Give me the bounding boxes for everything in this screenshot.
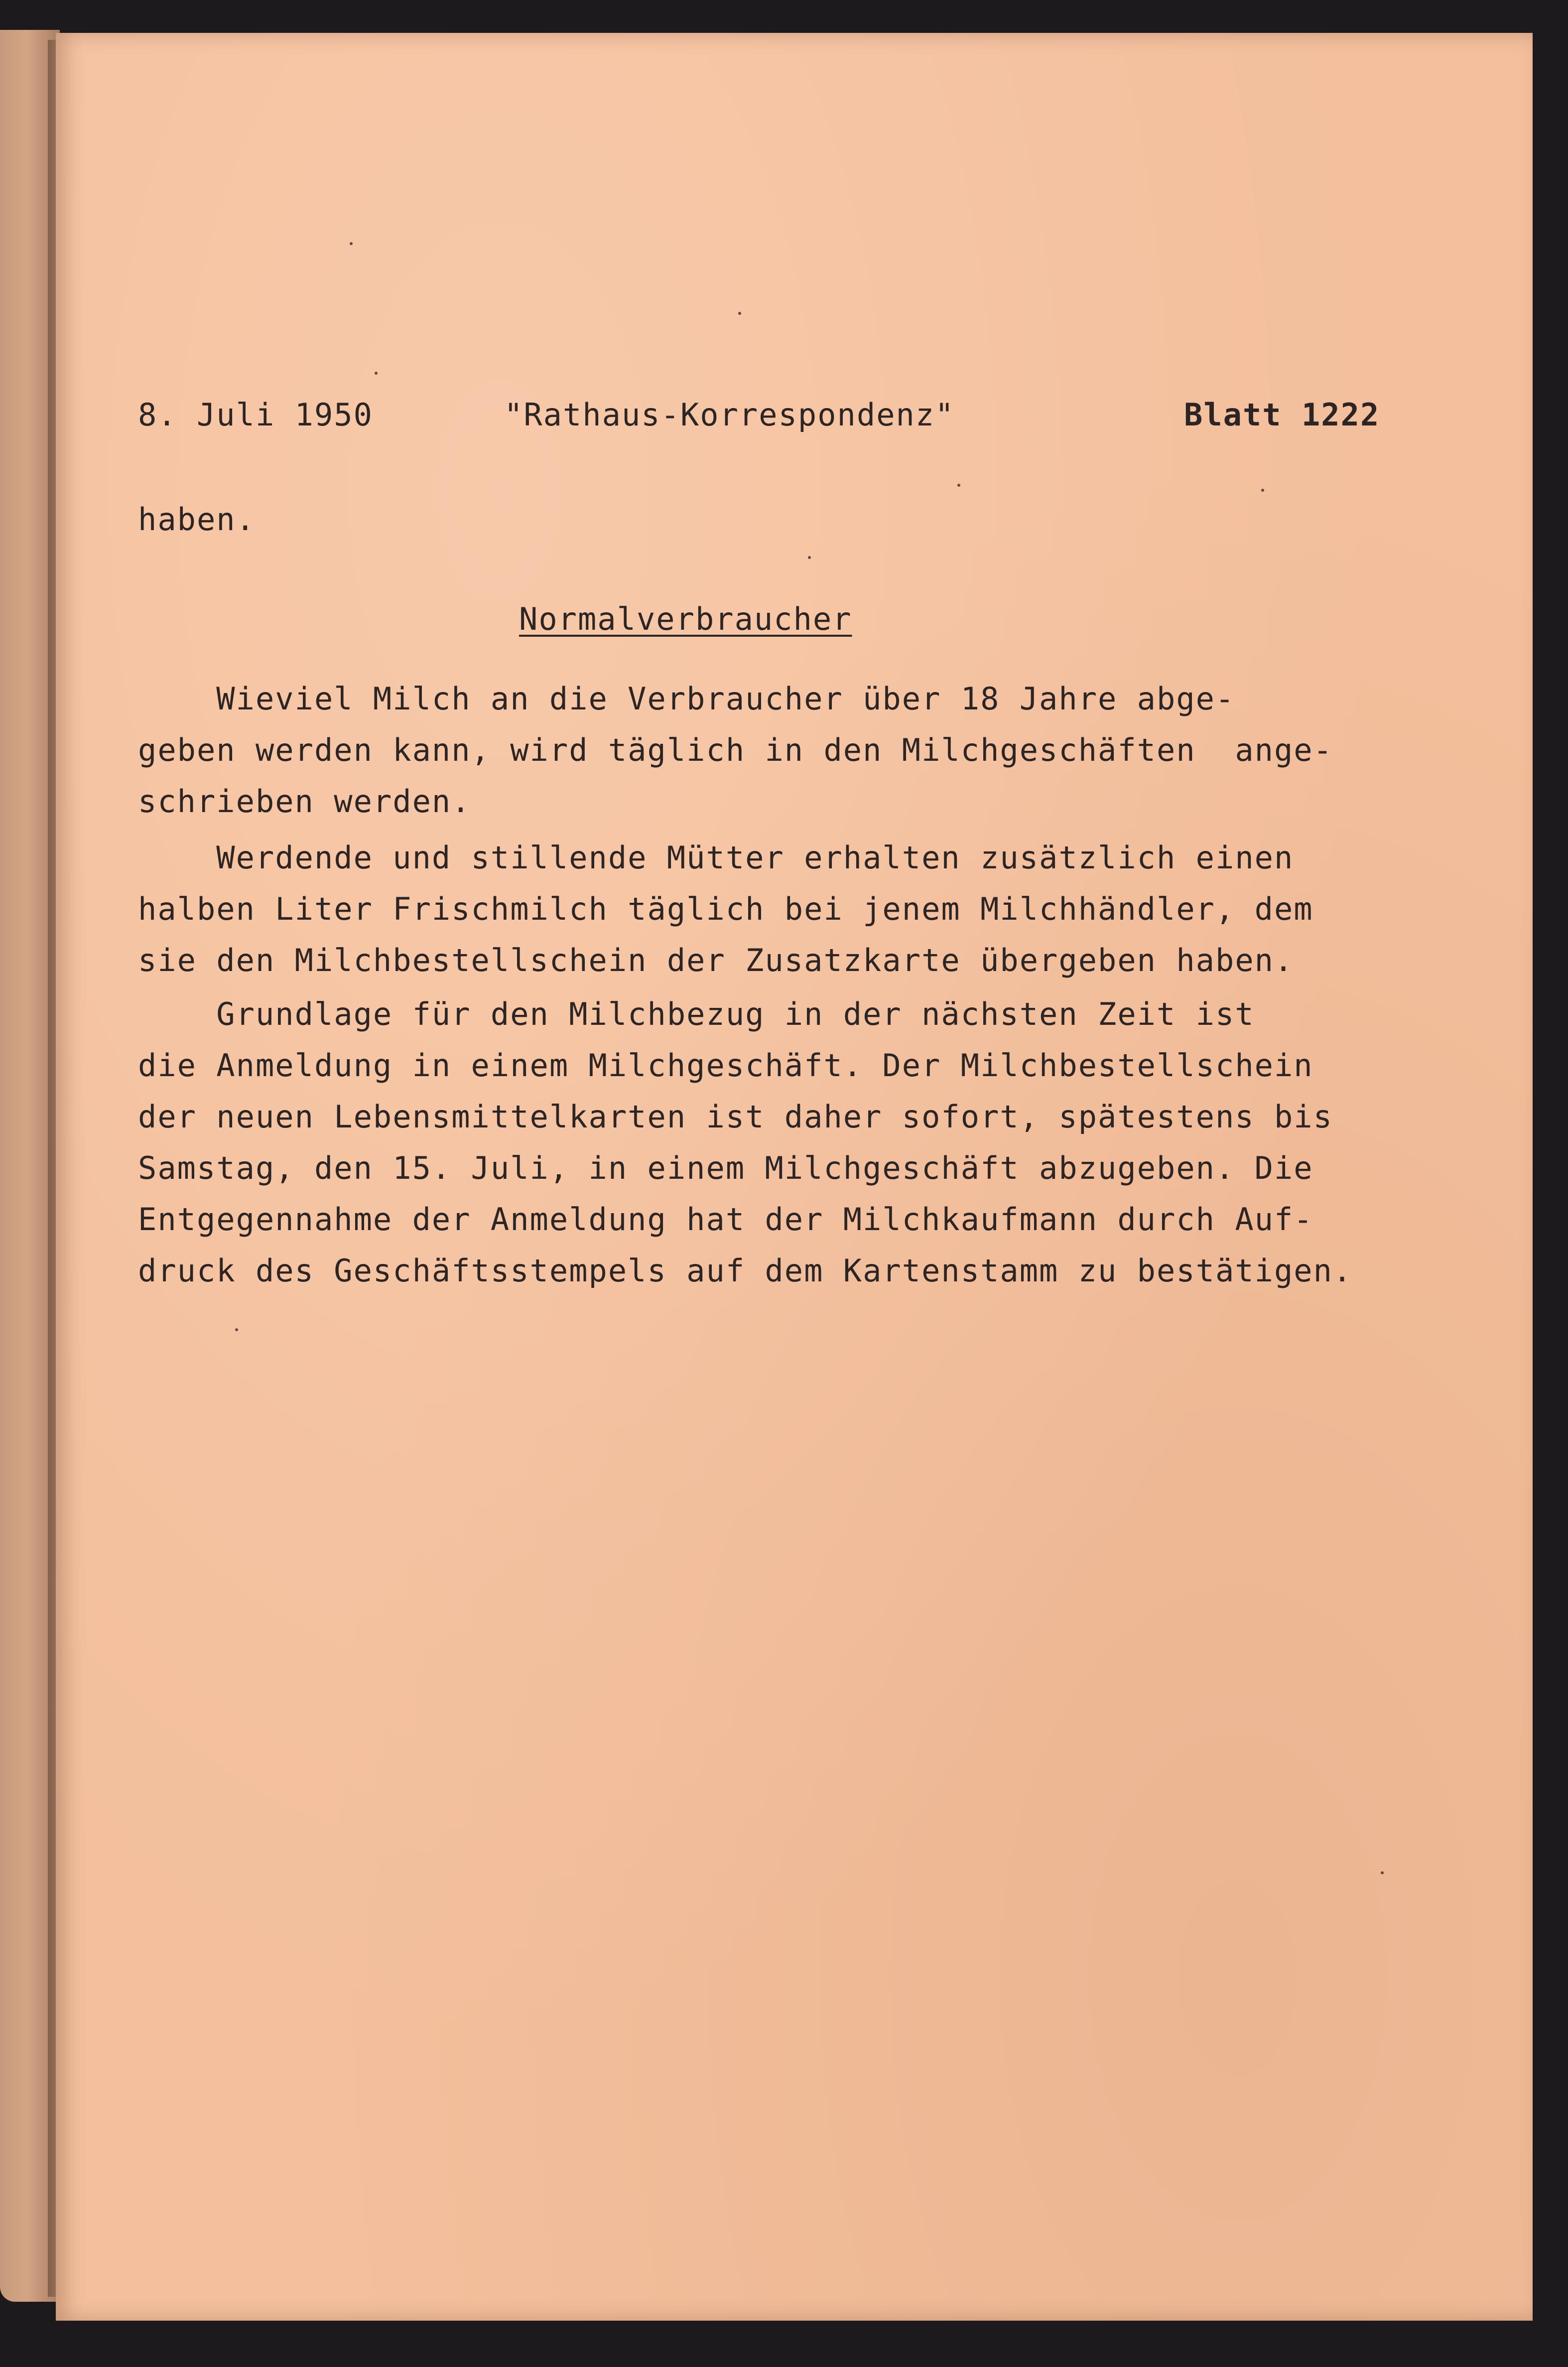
paper-speck bbox=[808, 556, 811, 559]
paragraph-line: schrieben werden. bbox=[138, 783, 471, 820]
paragraph-line: die Anmeldung in einem Milchgeschäft. Der Milchbestellschein bbox=[138, 1047, 1313, 1084]
paragraph-line: geben werden kann, wird täglich in den Milchgeschäften ange- bbox=[138, 732, 1333, 768]
paragraph-line: druck des Geschäftsstempels auf dem Kartenstamm zu bestätigen. bbox=[138, 1253, 1353, 1289]
header-sheet-number: Blatt 1222 bbox=[1184, 397, 1380, 433]
paragraph-line: der neuen Lebensmittelkarten ist daher sofort, spätestens bis bbox=[138, 1099, 1333, 1135]
paper-speck bbox=[350, 242, 353, 245]
paper-speck bbox=[375, 372, 378, 375]
paper-speck bbox=[235, 1328, 238, 1331]
paper-speck bbox=[738, 312, 741, 315]
carryover-text: haben. bbox=[138, 501, 256, 538]
paragraph-line: sie den Milchbestellschein der Zusatzkarte übergeben haben. bbox=[138, 942, 1294, 978]
paragraph-line: Samstag, den 15. Juli, in einem Milchgeschäft abzugeben. Die bbox=[138, 1150, 1313, 1186]
paragraph-1 bbox=[138, 673, 1493, 827]
paragraph-line: Werdende und stillende Mütter erhalten zusätzlich einen bbox=[138, 839, 1294, 876]
header-date: 8. Juli 1950 bbox=[138, 397, 373, 433]
paragraph-line: Entgegennahme der Anmeldung hat der Milchkaufmann durch Auf- bbox=[138, 1201, 1313, 1238]
paragraph-3 bbox=[138, 988, 1493, 1296]
paper-speck bbox=[1381, 1871, 1384, 1874]
section-heading: Normalverbraucher bbox=[519, 601, 852, 637]
paper-speck bbox=[1261, 489, 1264, 492]
paragraph-line: Wieviel Milch an die Verbraucher über 18 Jahre abge- bbox=[138, 681, 1235, 717]
paragraph-2 bbox=[138, 832, 1493, 986]
paragraph-line: halben Liter Frischmilch täglich bei jenem Milchhändler, dem bbox=[138, 891, 1313, 927]
typewritten-page bbox=[56, 33, 1533, 2321]
paper-speck bbox=[957, 484, 960, 487]
header-publication: "Rathaus-Korrespondenz" bbox=[504, 397, 955, 433]
paragraph-line: Grundlage für den Milchbezug in der nächsten Zeit ist bbox=[138, 996, 1255, 1032]
